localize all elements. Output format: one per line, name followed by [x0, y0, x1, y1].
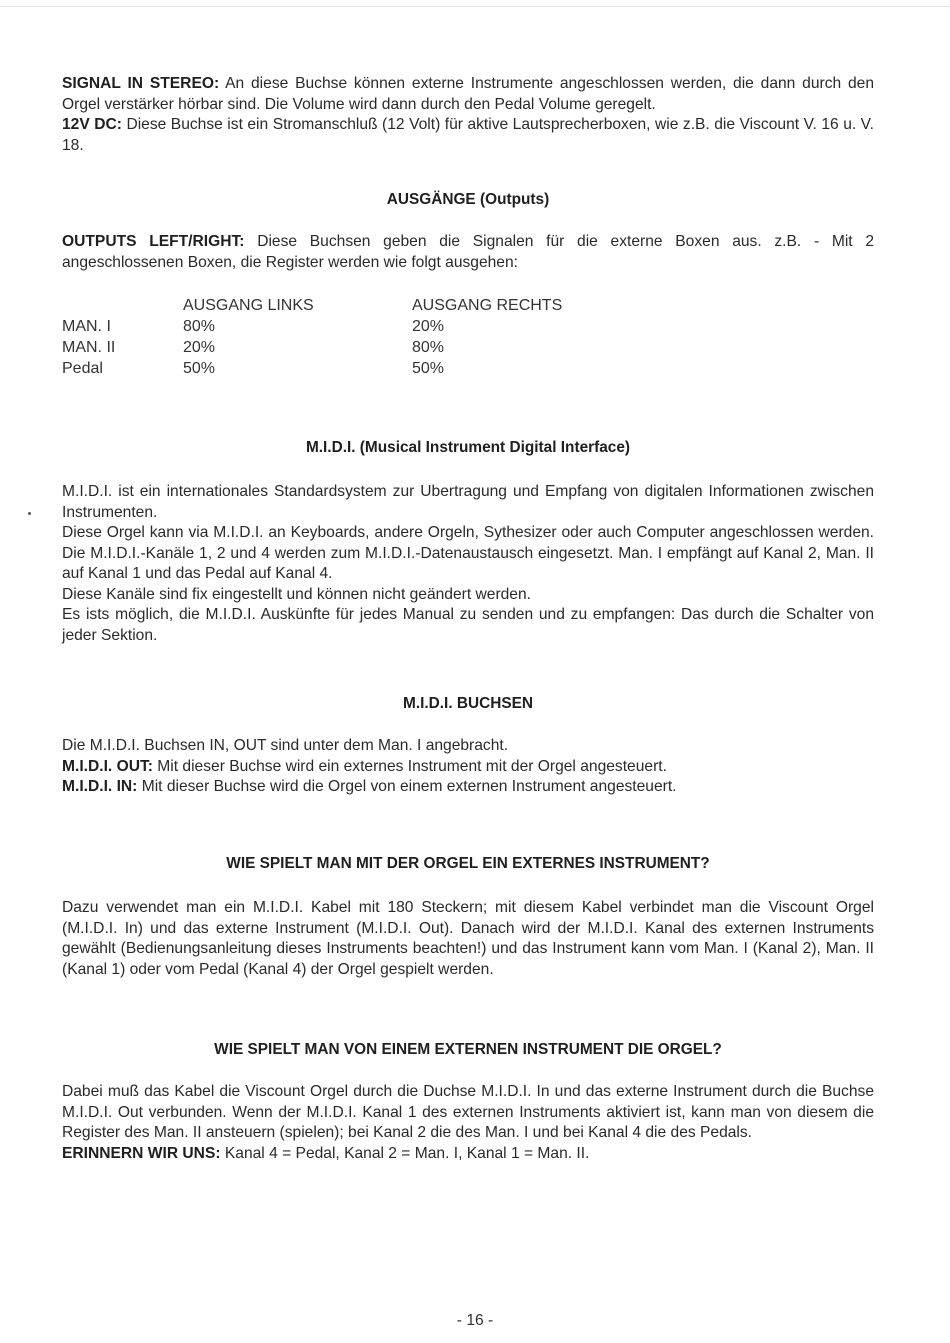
table-header-cell: [62, 296, 183, 317]
midi-out-line: [62, 757, 874, 778]
table-cell: Pedal: [62, 360, 103, 377]
table-header-cell: AUSGANG RECHTS: [412, 297, 563, 314]
question2-text: Dabei muß das Kabel die Viscount Orgel durch die Duchse M.I.D.I. In und das externe Instrument durch die Buchse M.I.D.I. Out verbunden. Wenn der M.I.D.I. Kanal 1 des externen Instruments aktiviert ist, kann man von diesem die Register des Man. II ansteuern (spielen); bei Kanal 2 die des Man. I und bei Kanal 4 die des Pedals.: [62, 1083, 874, 1141]
outputs-section: [62, 190, 874, 211]
remember-line: [62, 1144, 874, 1165]
outputs-table: [62, 296, 662, 380]
midi-line: Diese Kanäle sind fix eingestellt und können nicht geändert werden.: [62, 585, 531, 603]
outputs-text: Diese Buchsen geben die Signalen für die externe Boxen aus. z.B. - Mit 2 angeschlossenen Boxen, die Register werden wie folgt ausgehen:: [62, 233, 875, 271]
question2-body: [62, 1082, 874, 1164]
signal-text: An diese Buchse können externe Instrumente angeschlossen werden, die dann durch den Orgel verstärker hörbar sind. Die Volume wird dann durch den Pedal Volume geregelt.: [62, 75, 874, 113]
table-cell: MAN. II: [62, 339, 116, 356]
outputs-paragraph: [62, 232, 874, 273]
question1-body: [62, 898, 874, 980]
table-cell: 80%: [412, 339, 445, 356]
outputs-label: OUTPUTS LEFT/RIGHT:: [62, 233, 245, 250]
midi-line: Diese Orgel kann via M.I.D.I. an Keyboards, andere Orgeln, Sythesizer oder auch Computer angeschlossen werden. Die M.I.D.I.-Kanäle 1, 2 und 4 werden zum M.I.D.I.-Datenaustausch eingesetzt. Man. I empfängt auf Kanal 2, Man. II auf Kanal 1 und das Pedal auf Kanal 4.: [62, 524, 874, 582]
page-number: - 16 -: [456, 1312, 494, 1329]
midi-heading: M.I.D.I. (Musical Instrument Digital Interface): [305, 439, 631, 456]
midi-in-label: M.I.D.I. IN:: [62, 778, 138, 795]
remember-label: ERINNERN WIR UNS:: [62, 1144, 221, 1162]
buchsen-body: [62, 736, 874, 798]
signal-label: SIGNAL IN STEREO:: [62, 75, 220, 92]
midi-in-text: Mit dieser Buchse wird die Orgel von einem externen Instrument angesteuert.: [137, 778, 677, 795]
signal-paragraph: [62, 74, 874, 156]
midi-line: Es ists möglich, die M.I.D.I. Auskünfte für jedes Manual zu senden und zu empfangen: Das durch die Schalter von jeder Sektion.: [62, 606, 874, 644]
table-row: [62, 359, 662, 380]
question1-text: Dazu verwendet man ein M.I.D.I. Kabel mit 180 Steckern; mit diesem Kabel verbindet man die Viscount Orgel (M.I.D.I. In) und das externe Instrument (M.I.D.I. Out). Danach wird der M.I.D.I. Kanal des externen Instruments gewählt (Bedienungsanleitung dieses Instruments beachten!) und das Instrument kann vom Man. I (Kanal 2), Man. II (Kanal 1) oder vom Pedal (Kanal 4) der Orgel gespielt werden.: [62, 899, 874, 978]
signal-section: [62, 74, 874, 156]
table-cell: 20%: [412, 318, 445, 335]
table-header-cell: AUSGANG LINKS: [183, 297, 314, 314]
midi-body: [62, 482, 874, 646]
outputs-description: [62, 232, 874, 273]
midi-out-text: Mit dieser Buchse wird ein externes Instrument mit der Orgel angesteuert.: [152, 757, 667, 775]
table-row: [62, 317, 662, 338]
scan-speck: [28, 512, 31, 515]
question1-section: [62, 854, 874, 875]
midi-section: [62, 438, 874, 459]
table-cell: 50%: [183, 360, 216, 377]
table-header-row: [62, 296, 662, 317]
midi-in-line: [62, 777, 874, 798]
buchsen-heading: M.I.D.I. BUCHSEN: [403, 695, 533, 712]
buchsen-line: Die M.I.D.I. Buchsen IN, OUT sind unter dem Man. I angebracht.: [62, 737, 509, 754]
outputs-table-wrap: [62, 296, 874, 380]
table-row: [62, 338, 662, 359]
table-cell: 50%: [412, 360, 445, 377]
midi-out-label: M.I.D.I. OUT:: [62, 757, 153, 775]
table-cell: 80%: [183, 318, 216, 335]
question1-heading: WIE SPIELT MAN MIT DER ORGEL EIN EXTERNES INSTRUMENT?: [226, 855, 710, 872]
midi-line: M.I.D.I. ist ein internationales Standardsystem zur Ubertragung und Empfang von digitalen Informationen zwischen Instrumenten.: [62, 483, 874, 521]
dc-text: Diese Buchse ist ein Stromanschluß (12 Volt) für aktive Lautsprecherboxen, wie z.B. die Viscount V. 16 u. V. 18.: [62, 116, 874, 154]
question2-section: [62, 1040, 874, 1061]
outputs-heading: AUSGÄNGE (Outputs): [386, 191, 550, 208]
question2-heading: WIE SPIELT MAN VON EINEM EXTERNEN INSTRUMENT DIE ORGEL?: [214, 1041, 722, 1058]
remember-text: Kanal 4 = Pedal, Kanal 2 = Man. I, Kanal 1 = Man. II.: [220, 1144, 590, 1162]
table-cell: 20%: [183, 339, 216, 356]
scan-edge-line: [0, 6, 950, 7]
dc-label: 12V DC:: [62, 116, 122, 133]
table-cell: MAN. I: [62, 318, 111, 335]
buchsen-section: [62, 694, 874, 715]
